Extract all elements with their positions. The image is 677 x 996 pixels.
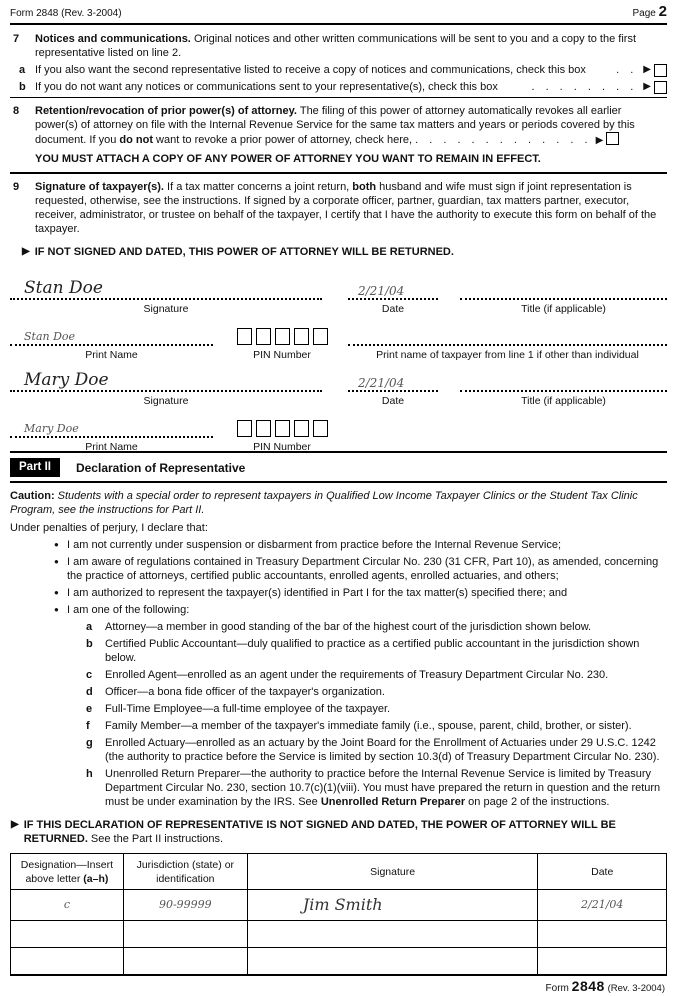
sign-date-notice-text: IF NOT SIGNED AND DATED, THIS POWER OF ATTORNEY WILL BE RETURNED.	[34, 246, 454, 258]
item-letter: c	[86, 669, 93, 681]
line7a-text: If you also want the second representative listed to receive a copy of notices and communications, check this box	[35, 64, 586, 76]
arrow-right-icon: ▶	[11, 819, 19, 830]
line9-number: 9	[13, 181, 20, 193]
table-row	[11, 948, 667, 975]
page-header	[10, 3, 667, 25]
signature-cell[interactable]	[247, 948, 538, 975]
pin-box[interactable]	[294, 420, 309, 437]
line7-text: Original notices and other written communications will be sent to you and a copy to the first representative listed on line 2.	[35, 33, 636, 59]
date-cell[interactable]: 2/21/04	[538, 890, 667, 921]
item-letter: a	[86, 621, 93, 633]
bullet-icon: ●	[54, 540, 59, 549]
line8-title: Retention/revocation of prior power(s) of attorney.	[35, 105, 297, 117]
item-letter: b	[86, 638, 93, 650]
line7a-row	[10, 63, 667, 77]
print-name-label: Print Name	[85, 441, 138, 453]
taxpayer1-other-name-field[interactable]	[348, 315, 667, 362]
table-row	[11, 921, 667, 948]
taxpayer2-signature-value: Mary Doe	[24, 370, 109, 390]
designation-item-c	[86, 668, 667, 682]
title-label: Title (if applicable)	[521, 303, 606, 315]
line8-text: The filing of this power of attorney automatically revokes all earlier power(s) of attorney on file with the Internal Revenue Service for the same tax matters and years or periods covered by this document. If you	[35, 105, 635, 146]
signature-cell[interactable]	[247, 921, 538, 948]
col-header-date: Date	[538, 854, 667, 890]
table-row	[11, 890, 667, 921]
bullet-text: I am authorized to represent the taxpayer(s) identified in Part I for the tax matter(s) specified there; and	[67, 587, 568, 599]
pin-box[interactable]	[313, 328, 328, 345]
pin-number-label: PIN Number	[253, 441, 311, 453]
footer-form-label: Form	[545, 982, 569, 994]
item-letter: e	[86, 703, 93, 715]
item-letter: g	[86, 737, 93, 749]
title-label: Title (if applicable)	[521, 395, 606, 407]
footer-form-number: 2848	[571, 977, 605, 994]
line7b-letter: b	[19, 81, 26, 93]
part2-title: Declaration of Representative	[75, 460, 246, 475]
col-header-designation: Designation—Insert above letter (a–h)	[11, 854, 124, 890]
signature-label: Signature	[143, 395, 189, 407]
arrow-right-icon: ▶	[595, 135, 604, 146]
item-text: Family Member—a member of the taxpayer's immediate family (i.e., spouse, parent, child, brother, or sister).	[105, 720, 632, 732]
checkbox-7a[interactable]	[654, 64, 667, 77]
signature-label: Signature	[143, 303, 189, 315]
taxpayer2-pin-field	[237, 407, 327, 454]
designation-cell[interactable]: c	[11, 890, 124, 921]
checkbox-8[interactable]	[606, 132, 619, 145]
pin-box[interactable]	[294, 328, 309, 345]
taxpayer1-signature-field[interactable]	[10, 269, 322, 316]
item-letter: d	[86, 686, 93, 698]
line8-text2: want to revoke a prior power of attorney, check here,	[153, 134, 413, 146]
item-text: Certified Public Accountant—duly qualified to practice as a certified public accountant in the jurisdiction shown below.	[105, 638, 640, 664]
date-cell[interactable]	[538, 948, 667, 975]
designation-cell[interactable]	[11, 948, 124, 975]
print-name-label: Print Name	[85, 349, 138, 361]
line9-bold: both	[352, 181, 377, 193]
page-footer	[10, 976, 667, 996]
taxpayer1-date-value: 2/21/04	[358, 284, 405, 298]
taxpayer2-date-value: 2/21/04	[358, 376, 405, 390]
bullet-text: I am not currently under suspension or disbarment from practice before the Internal Revenue Service;	[67, 539, 562, 551]
declaration-notice	[10, 818, 667, 846]
other-name-label: Print name of taxpayer from line 1 if other than individual	[376, 349, 639, 361]
designation-item-d	[86, 685, 667, 699]
bullet-icon: ●	[54, 605, 59, 614]
pin-box[interactable]	[256, 328, 271, 345]
taxpayer2-signature-field[interactable]	[10, 361, 322, 408]
line7b-row	[10, 80, 667, 94]
taxpayer2-title-field[interactable]	[460, 361, 667, 408]
declaration-notice-text: IF THIS DECLARATION OF REPRESENTATIVE IS NOT SIGNED AND DATED, THE POWER OF ATTORNEY WILL BE RETURNED. See the Part II instructions.	[23, 819, 616, 845]
taxpayer1-title-field[interactable]	[460, 269, 667, 316]
date-label: Date	[381, 303, 405, 315]
pin-box[interactable]	[275, 420, 290, 437]
line7-title: Notices and communications.	[35, 33, 191, 45]
signature-cell[interactable]: Jim Smith	[247, 890, 538, 921]
declaration-bullet	[54, 555, 667, 583]
item-text: Enrolled Agent—enrolled as an agent under the requirements of Treasury Department Circular No. 230.	[105, 669, 609, 681]
bullet-icon: ●	[54, 588, 59, 597]
caution-label: Caution:	[10, 490, 55, 502]
page-indicator	[633, 5, 667, 21]
item-text: Attorney—a member in good standing of the bar of the highest court of the jurisdiction shown below.	[105, 621, 592, 633]
line7a-letter: a	[19, 64, 26, 76]
bullet-text: I am aware of regulations contained in Treasury Department Circular No. 230 (31 CFR, Part 10), as amended, concerning the practice of attorneys, certified public accountants, enrolled agents, enrolled actuaries, and others;	[67, 556, 659, 582]
designation-item-g	[86, 736, 667, 764]
dot-leader: . .	[616, 64, 638, 76]
line9-text2: husband and wife must sign if joint representation is requested, otherwise, see the instructions. If signed by a corporate officer, partner, guardian, tax matters partner, executor, receiver, administrator, or trustee on behalf of the taxpayer, I certify that I have the authority to execute this form on behalf of the taxpayer.	[35, 181, 657, 235]
item-letter: f	[86, 720, 90, 732]
arrow-right-icon: ▶	[643, 64, 651, 75]
designation-item-f	[86, 719, 667, 733]
designation-item-e	[86, 702, 667, 716]
designation-item-a	[86, 620, 667, 634]
sign-date-notice	[21, 245, 667, 259]
date-label: Date	[381, 395, 405, 407]
col-header-jurisdiction: Jurisdiction (state) or identification	[123, 854, 247, 890]
dot-leader: . . . . . . . . . . . . .	[415, 134, 592, 146]
line8-bold: do not	[119, 134, 153, 146]
section-7	[10, 25, 667, 98]
form-id: Form 2848 (Rev. 3-2004)	[10, 8, 122, 19]
signature-block	[10, 265, 667, 453]
item-letter: h	[86, 768, 93, 780]
perjury-statement: Under penalties of perjury, I declare that:	[10, 522, 208, 534]
taxpayer1-signature-value: Stan Doe	[24, 278, 103, 298]
bullet-icon: ●	[54, 557, 59, 566]
dot-leader: . . . . . . . .	[531, 81, 638, 93]
line8-number: 8	[13, 105, 20, 117]
pin-number-label: PIN Number	[253, 349, 311, 361]
section-8	[10, 98, 667, 174]
item-text: Enrolled Actuary—enrolled as an actuary by the Joint Board for the Enrollment of Actuaries under 29 U.S.C. 1242 (the authority to practice before the Service is limited by section 10.3(d) of Treasury Department Circular No. 230).	[105, 737, 660, 763]
date-cell[interactable]	[538, 921, 667, 948]
page-label: Page	[632, 8, 656, 19]
declaration-bullet	[54, 603, 667, 617]
taxpayer1-print-name-value: Stan Doe	[24, 330, 76, 343]
declaration-bullet	[54, 538, 667, 552]
item-text: Officer—a bona fide officer of the taxpayer's organization.	[105, 686, 385, 698]
pin-box[interactable]	[313, 420, 328, 437]
declaration-bullet	[54, 586, 667, 600]
page-number: 2	[658, 3, 667, 20]
taxpayer2-print-name-value: Mary Doe	[24, 422, 79, 435]
jurisdiction-cell[interactable]	[123, 948, 247, 975]
taxpayer1-pin-field	[237, 315, 327, 362]
designation-item-b	[86, 637, 667, 665]
caution-paragraph	[10, 489, 667, 517]
checkbox-7b[interactable]	[654, 81, 667, 94]
taxpayer2-date-field[interactable]	[348, 361, 438, 408]
footer-revision: (Rev. 3-2004)	[607, 982, 665, 994]
line9-title: Signature of taxpayer(s).	[35, 181, 164, 193]
item-bold-text: Unenrolled Return Preparer	[320, 796, 466, 808]
pin-box[interactable]	[237, 420, 252, 437]
col-header-signature: Signature	[247, 854, 538, 890]
caution-text: Students with a special order to represent taxpayers in Qualified Low Income Taxpayer Clinics or the Student Tax Clinic Program, see the instructions for Part II.	[10, 490, 638, 516]
pin-box[interactable]	[256, 420, 271, 437]
section-9	[10, 174, 667, 259]
item-text: Full-Time Employee—a full-time employee of the taxpayer.	[105, 703, 391, 715]
line7b-text: If you do not want any notices or communications sent to your representative(s), check this box	[35, 81, 498, 93]
line8-warning: YOU MUST ATTACH A COPY OF ANY POWER OF ATTORNEY YOU WANT TO REMAIN IN EFFECT.	[35, 153, 541, 165]
arrow-right-icon: ▶	[643, 81, 651, 92]
pin-box[interactable]	[275, 328, 290, 345]
taxpayer2-print-name-field[interactable]	[10, 407, 213, 454]
part2-header	[10, 453, 667, 483]
designation-cell[interactable]	[11, 921, 124, 948]
taxpayer1-date-field[interactable]	[348, 269, 438, 316]
part2-badge: Part II	[10, 458, 60, 477]
arrow-right-icon: ▶	[22, 246, 30, 257]
pin-box[interactable]	[237, 328, 252, 345]
designation-item-h	[86, 767, 667, 809]
item-text: Unenrolled Return Preparer—the authority to practice before the Internal Revenue Service is limited by Treasury Department Circular No. 230, section 10.7(c)(1)(viii). You must have prepared the return in question and the return must be under examination by the IRS. See Unenrolled Return Preparer on page 2 of the instructions.	[105, 768, 661, 808]
bullet-text: I am one of the following:	[67, 604, 190, 616]
jurisdiction-cell[interactable]: 90-99999	[123, 890, 247, 921]
jurisdiction-cell[interactable]	[123, 921, 247, 948]
line9-text: If a tax matter concerns a joint return,	[167, 181, 353, 193]
taxpayer1-print-name-field[interactable]	[10, 315, 213, 362]
line7-number: 7	[13, 33, 20, 45]
representative-table	[10, 853, 667, 976]
